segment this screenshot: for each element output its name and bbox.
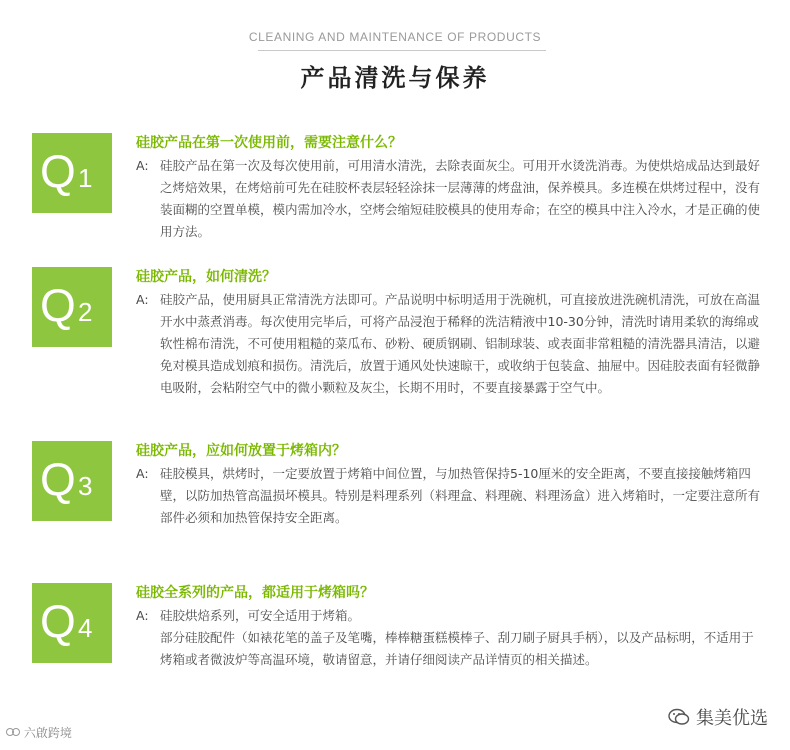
wechat-icon [668,708,690,726]
q-badge [32,441,112,521]
watermark-left [6,724,72,741]
watermark-right-text: 集美优选 [696,708,768,729]
q-number: 4 [78,613,93,643]
answer-text: 硅胶产品在第一次及每次使用前，可用清水清洗，去除表面灰尘。可用开水烫洗消毒。为使烘焙成品达到最好之烤焙效果，在烤焙前可先在硅胶杯表层轻轻涂抹一层薄薄的烤盘油，保养模具。多连模在烘烤过程中，没有装面糊的空置单模，模内需加冷水，空烤会缩短硅胶模具的使用寿命；在空的模具中注入冷水，才是正确的使用方法。 [160,158,761,239]
answer-prefix: A: [136,608,149,623]
q-badge [32,583,112,663]
q-letter: Q [40,453,76,505]
answer-prefix: A: [136,466,149,481]
answer-text: 硅胶烘焙系列，可安全适用于烤箱。 [160,608,361,623]
answer-prefix: A: [136,158,149,173]
question-text: 硅胶产品，如何清洗？ [136,269,276,285]
page-header [0,30,790,93]
q-number: 2 [78,297,93,327]
q-number: 3 [78,471,93,501]
answer-text: 部分硅胶配件（如裱花笔的盖子及笔嘴，棒棒糖蛋糕模棒子、刮刀刷子厨具手柄），以及产品标明，不适用于烤箱或者微波炉等高温环境，敬请留意，并请仔细阅读产品详情页的相关描述。 [160,630,754,667]
q-badge [32,267,112,347]
q-number: 1 [78,163,93,193]
question-text: 硅胶全系列的产品，都适用于烤箱吗？ [136,585,374,601]
chinese-title: 产品清洗与保养 [300,64,490,92]
title-divider [258,50,546,51]
watermark-logo-icon [6,727,20,737]
question-text: 硅胶产品在第一次使用前，需要注意什么？ [136,135,402,151]
q-badge [32,133,112,213]
english-title: CLEANING AND MAINTENANCE OF PRODUCTS [248,30,542,44]
answer-prefix: A: [136,292,149,307]
answer-text: 硅胶模具，烘烤时，一定要放置于烤箱中间位置，与加热管保持5-10厘米的安全距离，不要直接接触烤箱四壁，以防加热管高温损坏模具。特别是料理系列（料理盒、料理碗、料理汤盒）进入烤箱时，一定要注意所有部件必须和加热管保持安全距离。 [160,466,761,525]
q-letter: Q [40,145,76,197]
watermark-right [668,704,768,730]
q-letter: Q [40,279,76,331]
watermark-left-text: 六啟跨境 [23,726,72,740]
question-text: 硅胶产品，应如何放置于烤箱内？ [136,443,346,459]
q-letter: Q [40,595,76,647]
answer-text: 硅胶产品，使用厨具正常清洗方法即可。产品说明中标明适用于洗碗机，可直接放进洗碗机清洗，可放在高温开水中蒸煮消毒。每次使用完毕后，可将产品浸泡于稀释的洗洁精液中10-30分钟，清洗时请用柔软的海绵或软性棉布清洗，不可使用粗糙的菜瓜布、砂粉、硬质钢刷、铝制球装、或表面非常粗糙的清洗器具清洁，以避免对模具造成划痕和损伤。清洗后，放置于通风处快速晾干，或收纳于包装盒、抽屉中。因硅胶表面有轻微静电吸附，会粘附空气中的微小颗粒及灰尘，长期不用时，不要直接暴露于空气中。 [160,292,761,395]
